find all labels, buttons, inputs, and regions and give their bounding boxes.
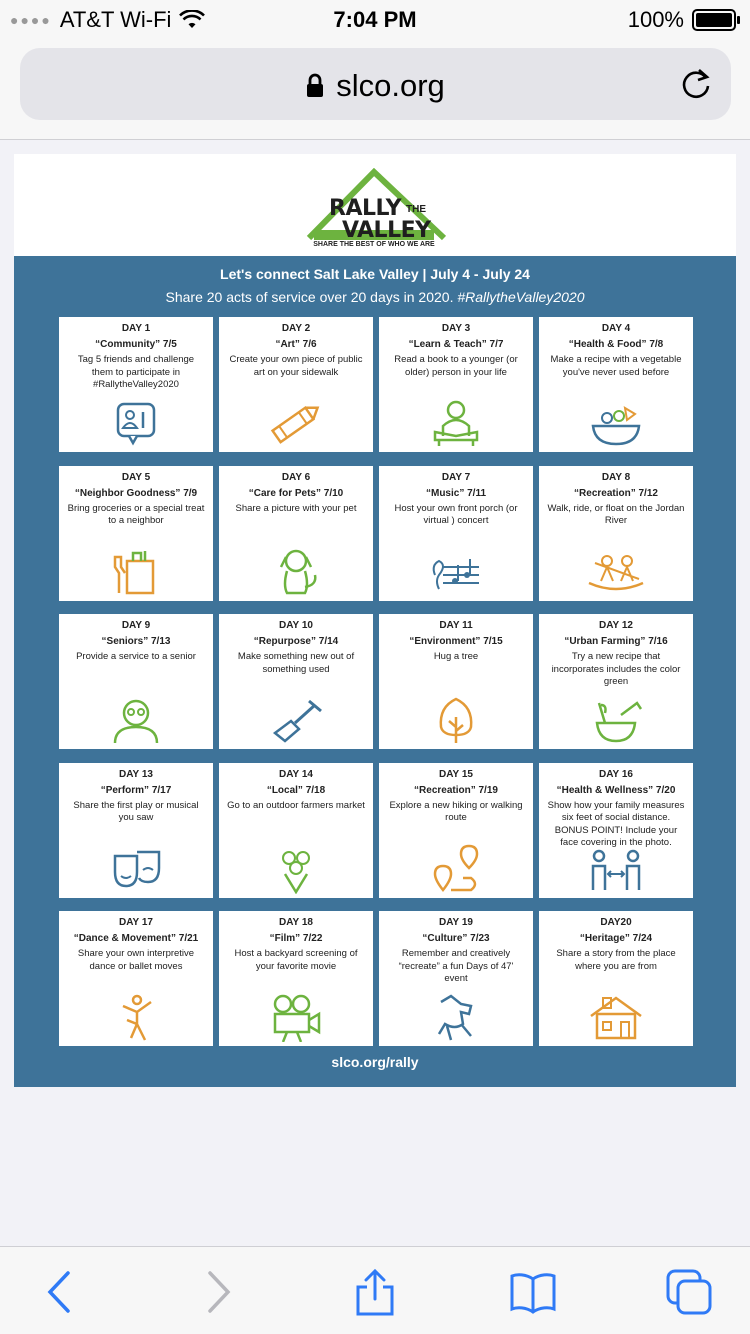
day-number: DAY20 bbox=[600, 917, 632, 928]
poster-subline bbox=[14, 289, 736, 305]
url-text: slco.org bbox=[336, 68, 445, 103]
day-number: DAY 13 bbox=[119, 768, 153, 780]
reload-icon[interactable] bbox=[679, 66, 713, 102]
day-description: Tag 5 friends and challenge them to participate in #RallytheValley2020 bbox=[77, 354, 195, 390]
back-icon[interactable] bbox=[36, 1267, 86, 1317]
day-number: DAY 11 bbox=[439, 620, 473, 631]
day-theme: “Art” 7/6 bbox=[275, 339, 317, 350]
rally-the-valley-logo bbox=[294, 168, 454, 252]
house-icon bbox=[581, 990, 651, 1042]
signal-dots-icon: ●●●● bbox=[10, 12, 52, 28]
day-card bbox=[219, 763, 373, 898]
film-camera-icon bbox=[261, 990, 331, 1042]
lock-icon bbox=[306, 73, 324, 99]
day-theme: “Film” 7/22 bbox=[269, 933, 323, 944]
day-description: Host your own front porch (or virtual ) concert bbox=[394, 502, 518, 526]
dancer-icon bbox=[101, 990, 171, 1042]
day-theme: “Heritage” 7/24 bbox=[579, 933, 653, 944]
poster-header bbox=[14, 154, 736, 256]
day-description: Hug a tree bbox=[433, 651, 479, 662]
hammer-hand-icon bbox=[261, 693, 331, 745]
day-card bbox=[219, 614, 373, 749]
day-description: Walk, ride, or float on the Jordan River bbox=[547, 502, 685, 526]
day-number: DAY 14 bbox=[279, 768, 313, 780]
logo-tagline: SHARE THE BEST OF WHO WE ARE bbox=[313, 241, 435, 248]
day-description: Share the first play or musical you saw bbox=[73, 799, 199, 823]
music-notes-icon bbox=[421, 545, 491, 597]
horse-icon bbox=[421, 990, 491, 1042]
carrier-label: AT&T Wi-Fi bbox=[59, 7, 172, 32]
day-card bbox=[379, 911, 533, 1046]
day-theme: “Environment” 7/15 bbox=[409, 636, 503, 647]
day-number: DAY 19 bbox=[439, 917, 473, 928]
day-number: DAY 15 bbox=[439, 768, 473, 780]
day-card bbox=[59, 466, 213, 601]
social-distance-icon bbox=[581, 842, 651, 894]
day-card bbox=[59, 614, 213, 749]
day-number: DAY 5 bbox=[121, 471, 151, 483]
subline-text: Share 20 acts of service over 20 days in 2020. bbox=[165, 289, 454, 305]
day-number: DAY 3 bbox=[441, 323, 471, 334]
tag-friends-icon bbox=[101, 396, 171, 448]
day-description: Share a picture with your pet bbox=[235, 502, 357, 514]
battery-icon bbox=[692, 9, 736, 31]
day-theme: “Repurpose” 7/14 bbox=[253, 636, 339, 647]
day-card bbox=[379, 614, 533, 749]
day-theme: “Care for Pets” 7/10 bbox=[248, 487, 344, 499]
forward-icon[interactable] bbox=[192, 1267, 242, 1317]
day-description: Remember and creatively “recreate” a fun Days of 47' event bbox=[398, 948, 514, 984]
day-card bbox=[219, 466, 373, 601]
status-bar bbox=[0, 0, 750, 40]
day-description: Bring groceries or a special treat to a neighbor bbox=[67, 502, 205, 526]
logo-rally: RALLY bbox=[329, 196, 402, 221]
rafting-icon bbox=[581, 545, 651, 597]
day-description: Go to an outdoor farmers market bbox=[227, 799, 365, 811]
day-theme: “Urban Farming” 7/16 bbox=[564, 636, 668, 647]
day-theme: “Seniors” 7/13 bbox=[101, 636, 171, 647]
day-card bbox=[539, 763, 693, 898]
logo-valley: VALLEY bbox=[342, 218, 431, 243]
day-description: Explore a new hiking or walking route bbox=[389, 799, 523, 823]
day-number: DAY 9 bbox=[121, 620, 151, 631]
day-number: DAY 7 bbox=[441, 471, 471, 483]
day-number: DAY 8 bbox=[601, 471, 631, 483]
day-theme: “Recreation” 7/19 bbox=[414, 784, 498, 796]
tabs-icon[interactable] bbox=[664, 1267, 714, 1317]
day-card bbox=[59, 911, 213, 1046]
senior-icon bbox=[101, 693, 171, 745]
day-theme: “Culture” 7/23 bbox=[422, 933, 490, 944]
mixing-bowl-icon bbox=[581, 693, 651, 745]
day-card bbox=[59, 763, 213, 898]
day-description: Make a recipe with a vegetable you've never used before bbox=[550, 354, 682, 378]
theater-masks-icon bbox=[101, 842, 171, 894]
day-number: DAY 10 bbox=[279, 620, 313, 631]
day-description: Create your own piece of public art on your sidewalk bbox=[229, 354, 363, 378]
bookmarks-icon[interactable] bbox=[508, 1267, 558, 1317]
day-theme: “Recreation” 7/12 bbox=[574, 487, 658, 499]
day-number: DAY 1 bbox=[121, 323, 151, 334]
day-number: DAY 18 bbox=[279, 917, 313, 928]
day-card bbox=[219, 317, 373, 452]
day-theme: “Learn & Teach” 7/7 bbox=[408, 339, 504, 350]
day-number: DAY 16 bbox=[599, 768, 633, 780]
day-card bbox=[539, 911, 693, 1046]
dog-icon bbox=[261, 545, 331, 597]
hashtag: #RallytheValley2020 bbox=[457, 289, 585, 305]
rally-poster bbox=[14, 154, 736, 1087]
browser-toolbar bbox=[0, 1246, 750, 1334]
day-theme: “Dance & Movement” 7/21 bbox=[73, 933, 199, 944]
day-theme: “Health & Food” 7/8 bbox=[568, 339, 664, 350]
browser-header bbox=[0, 40, 750, 140]
day-number: DAY 6 bbox=[281, 471, 311, 483]
day-card bbox=[379, 763, 533, 898]
address-bar[interactable] bbox=[20, 48, 731, 120]
day-description: Share a story from the place where you are from bbox=[556, 948, 676, 972]
day-theme: “Health & Wellness” 7/20 bbox=[556, 784, 676, 796]
days-grid bbox=[59, 317, 693, 1046]
day-number: DAY 12 bbox=[599, 620, 633, 631]
day-card bbox=[539, 466, 693, 601]
clock: 7:04 PM bbox=[333, 7, 417, 32]
poster-headline: Let's connect Salt Lake Valley | July 4 - July 24 bbox=[220, 266, 530, 282]
day-theme: “Perform” 7/17 bbox=[100, 784, 172, 796]
day-description: Provide a service to a senior bbox=[76, 651, 196, 662]
logo-the: THE bbox=[406, 204, 426, 215]
day-description: Host a backyard screening of your favorite movie bbox=[234, 948, 358, 972]
day-theme: “Music” 7/11 bbox=[425, 487, 487, 499]
flower-bouquet-icon bbox=[261, 842, 331, 894]
day-card bbox=[379, 466, 533, 601]
salad-bowl-icon bbox=[581, 396, 651, 448]
grocery-bag-icon bbox=[101, 545, 171, 597]
web-page[interactable] bbox=[0, 141, 750, 1246]
tree-icon bbox=[421, 693, 491, 745]
day-number: DAY 4 bbox=[601, 323, 631, 334]
footer-link[interactable]: slco.org/rally bbox=[331, 1054, 419, 1070]
day-description: Try a new recipe that incorporates includes the color green bbox=[551, 651, 681, 687]
day-theme: “Local” 7/18 bbox=[266, 784, 326, 796]
day-number: DAY 17 bbox=[119, 917, 153, 928]
day-description: Read a book to a younger (or older) person in your life bbox=[394, 354, 518, 378]
battery-percent: 100% bbox=[627, 7, 684, 32]
day-description: Share your own interpretive dance or ballet moves bbox=[77, 948, 195, 972]
day-theme: “Neighbor Goodness” 7/9 bbox=[74, 487, 198, 499]
day-card bbox=[539, 317, 693, 452]
day-card bbox=[59, 317, 213, 452]
day-card bbox=[219, 911, 373, 1046]
day-theme: “Community” 7/5 bbox=[95, 339, 177, 350]
day-card bbox=[539, 614, 693, 749]
reader-icon bbox=[421, 396, 491, 448]
day-card bbox=[379, 317, 533, 452]
day-description: Show how your family measures six feet of social distance. BONUS POINT! Include your face covering in the photo. bbox=[547, 799, 685, 848]
route-pin-icon bbox=[421, 842, 491, 894]
day-number: DAY 2 bbox=[281, 323, 311, 334]
crayon-icon bbox=[261, 396, 331, 448]
share-icon[interactable] bbox=[350, 1267, 400, 1317]
day-description: Make something new out of something used bbox=[237, 651, 355, 675]
